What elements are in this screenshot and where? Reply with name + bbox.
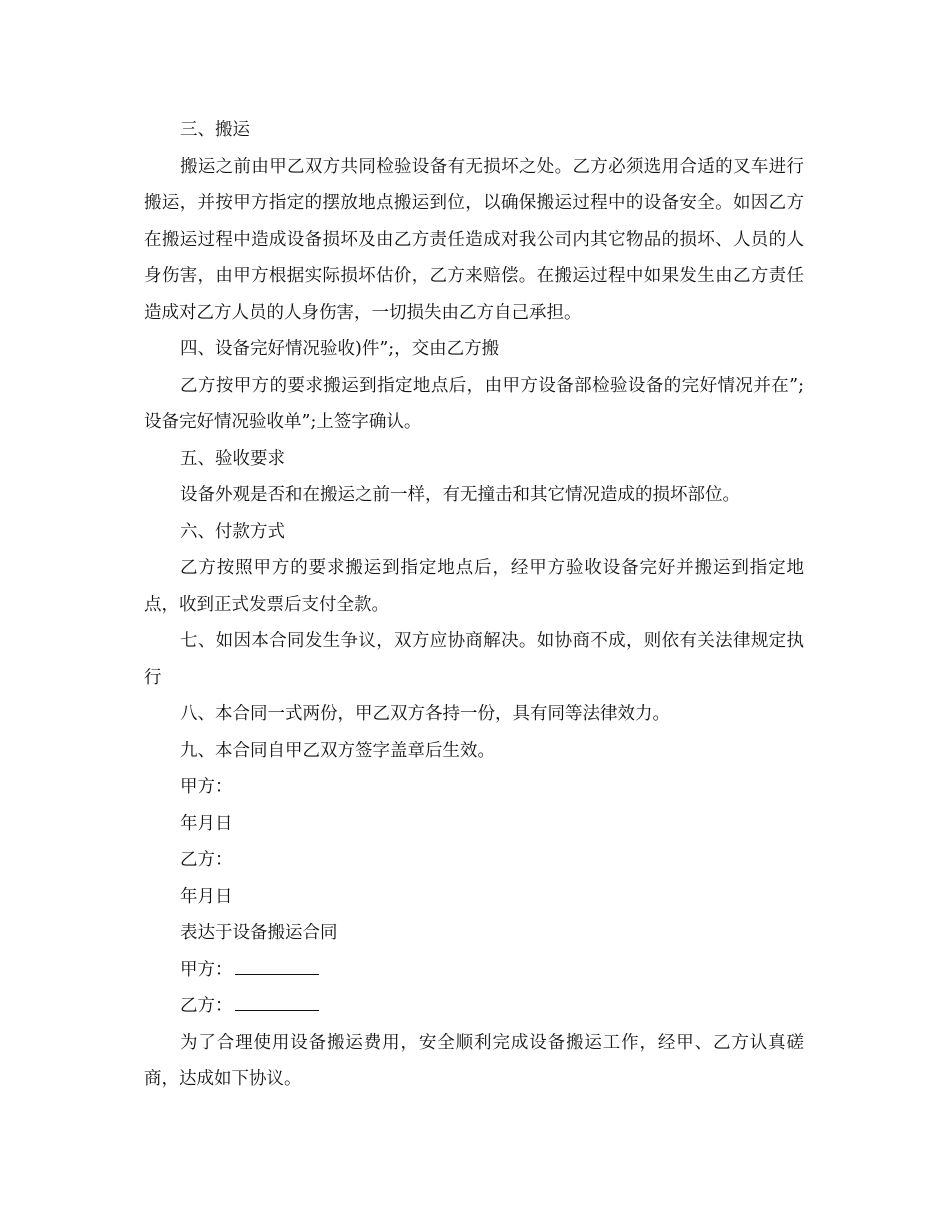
blank-party-b[interactable] xyxy=(235,990,319,1011)
signature-date-b: 年月日 xyxy=(180,886,233,907)
fill-line-party-a xyxy=(144,952,804,989)
fill-line-party-b xyxy=(144,988,804,1025)
section-heading-payment: 六、付款方式 xyxy=(180,521,285,542)
section-body-inspection: 乙方按甲方的要求搬运到指定地点后，由甲方设备部检验设备的完好情况并在”;设备完好情况验收单”;上签字确认。 xyxy=(144,375,804,432)
document-body xyxy=(144,112,804,1098)
section-body-acceptance: 设备外观是否和在搬运之前一样，有无撞击和其它情况造成的损坏部位。 xyxy=(180,485,740,505)
clause-dispute: 七、如因本合同发生争议，双方应协商解决。如协商不成，则依有关法律规定执行 xyxy=(144,631,804,688)
section-heading-moving: 三、搬运 xyxy=(180,120,250,140)
contract-title: 表达于设备搬运合同 xyxy=(180,923,338,943)
section-heading-inspection: 四、设备完好情况验收)件”;，交由乙方搬 xyxy=(180,339,500,359)
signature-party-b: 乙方： xyxy=(180,850,233,870)
signature-party-a: 甲方： xyxy=(180,777,233,797)
fill-label-party-a: 甲方： xyxy=(180,959,233,980)
contract-intro: 为了合理使用设备搬运费用，安全顺利完成设备搬运工作，经甲、乙方认真磋商，达成如下协议。 xyxy=(144,1032,804,1089)
clause-effective: 九、本合同自甲乙双方签字盖章后生效。 xyxy=(180,740,495,761)
clause-copies: 八、本合同一式两份，甲乙双方各持一份，具有同等法律效力。 xyxy=(180,704,670,724)
section-heading-acceptance: 五、验收要求 xyxy=(180,448,285,469)
blank-party-a[interactable] xyxy=(235,954,319,975)
fill-label-party-b: 乙方： xyxy=(180,996,233,1016)
section-body-moving: 搬运之前由甲乙双方共同检验设备有无损坏之处。乙方必须选用合适的叉车进行搬运，并按甲方指定的摆放地点搬运到位，以确保搬运过程中的设备安全。如因乙方在搬运过程中造成设备损坏及由乙方责任造成对我公司内其它物品的损坏、人员的人身伤害，由甲方根据实际损坏估价，乙方来赔偿。在搬运过程中如果发生由乙方责任造成对乙方人员的人身伤害，一切损失由乙方自己承担。 xyxy=(144,156,804,323)
signature-date-a: 年月日 xyxy=(180,813,233,834)
section-body-payment: 乙方按照甲方的要求搬运到指定地点后，经甲方验收设备完好并搬运到指定地点，收到正式发票后支付全款。 xyxy=(144,558,804,615)
